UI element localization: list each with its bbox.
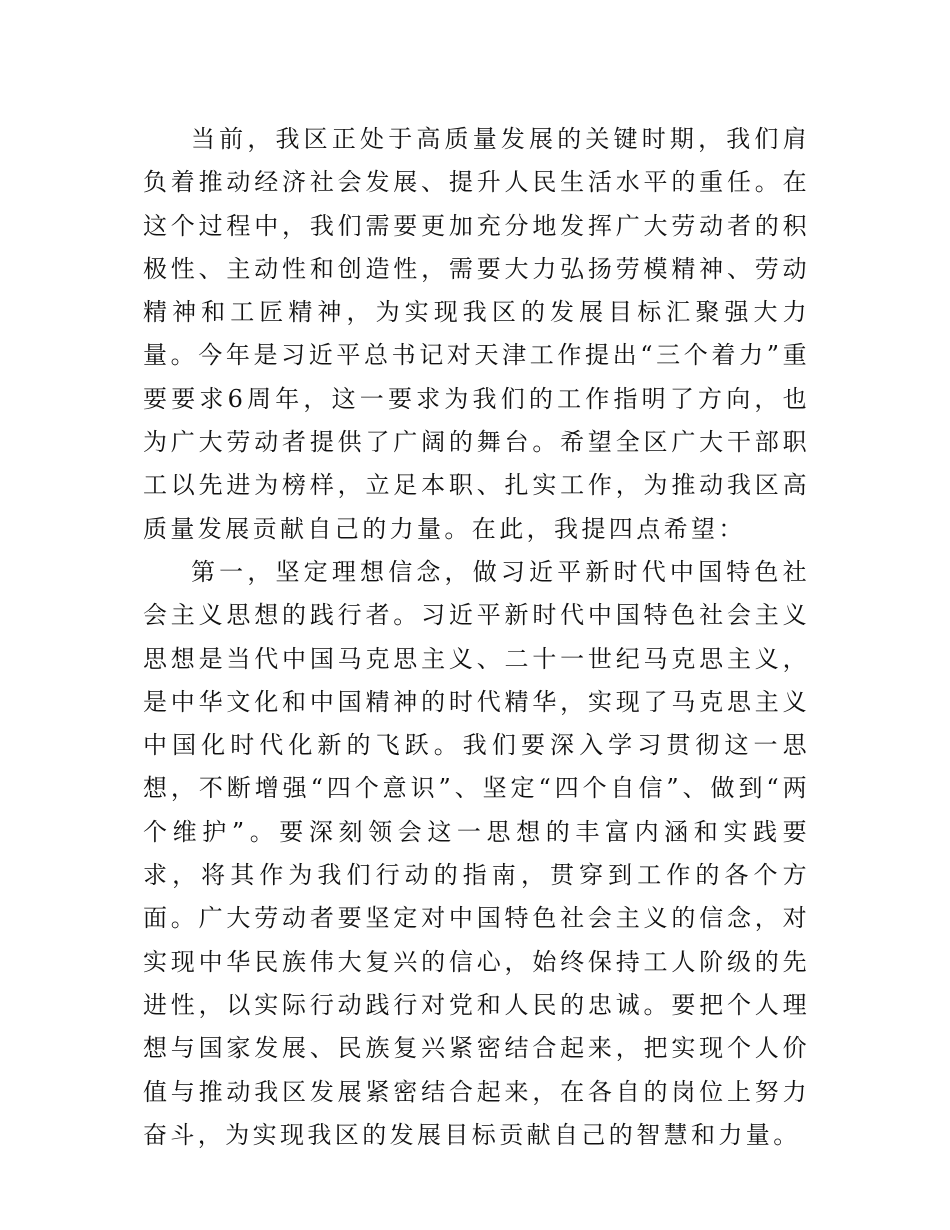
- document-body: [143, 118, 810, 1157]
- paragraph-1: 当前，我区正处于高质量发展的关键时期，我们肩负着推动经济社会发展、提升人民生活水平的重任。在这个过程中，我们需要更加充分地发挥广大劳动者的积极性、主动性和创造性，需要大力弘扬劳模精神、劳动精神和工匠精神，为实现我区的发展目标汇聚强大力量。今年是习近平总书记对天津工作提出“三个着力”重要要求6周年，这一要求为我们的工作指明了方向，也为广大劳动者提供了广阔的舞台。希望全区广大干部职工以先进为榜样，立足本职、扎实工作，为推动我区高质量发展贡献自己的力量。在此，我提四点希望：: [143, 125, 810, 543]
- paragraph-2: 第一，坚定理想信念，做习近平新时代中国特色社会主义思想的践行者。习近平新时代中国特色社会主义思想是当代中国马克思主义、二十一世纪马克思主义，是中华文化和中国精神的时代精华，实现了马克思主义中国化时代化新的飞跃。我们要深入学习贯彻这一思想，不断增强“四个意识”、坚定“四个自信”、做到“两个维护”。要深刻领会这一思想的丰富内涵和实践要求，将其作为我们行动的指南，贯穿到工作的各个方面。广大劳动者要坚定对中国特色社会主义的信念，对实现中华民族伟大复兴的信心，始终保持工人阶级的先进性，以实际行动践行对党和人民的忠诚。要把个人理想与国家发展、民族复兴紧密结合起来，把实现个人价值与推动我区发展紧密结合起来，在各自的岗位上努力奋斗，为实现我区的发展目标贡献自己的智慧和力量。: [143, 557, 810, 1149]
